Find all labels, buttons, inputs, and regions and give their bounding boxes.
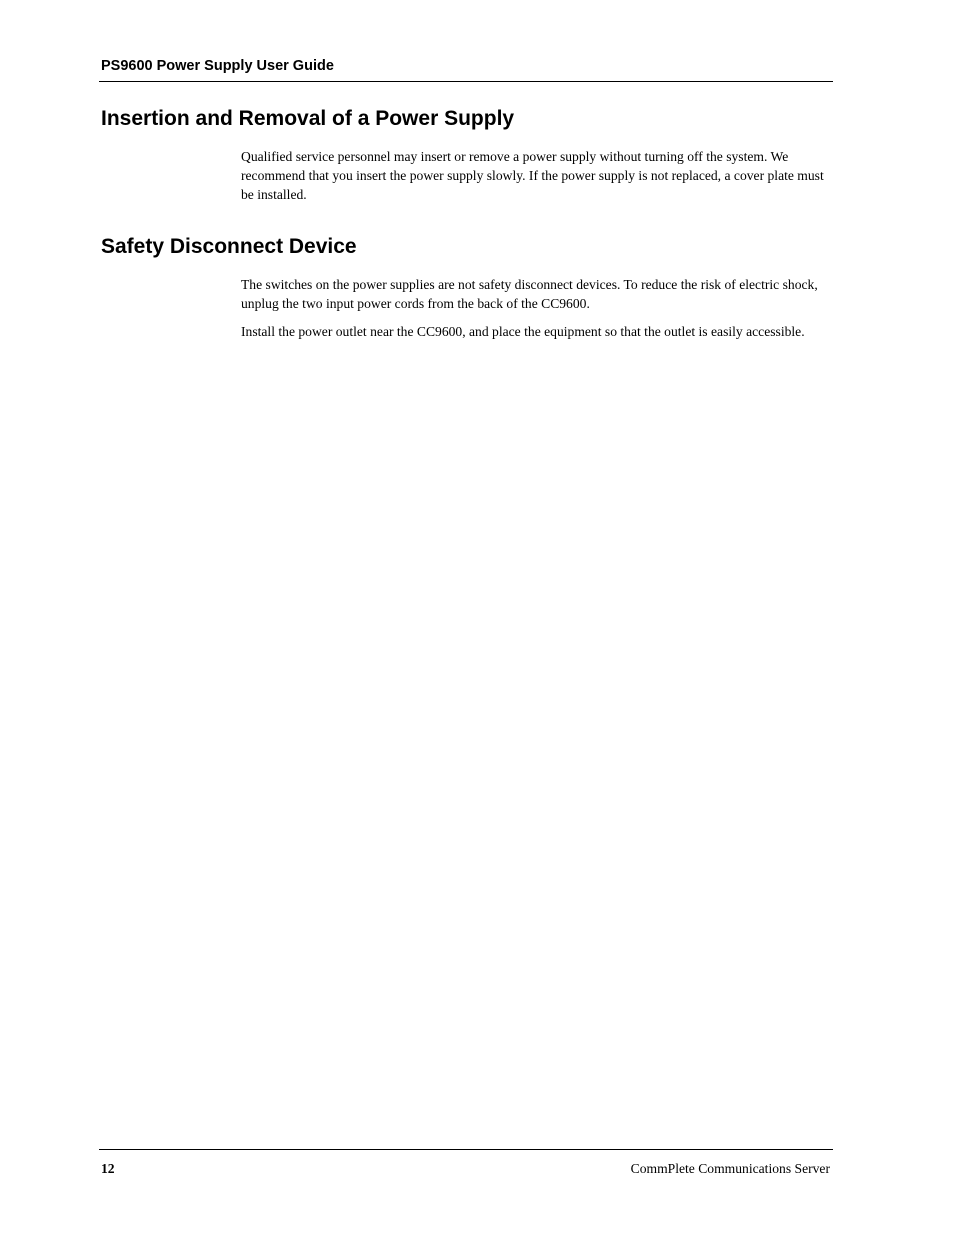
running-header-title: PS9600 Power Supply User Guide bbox=[101, 58, 334, 74]
section-body-insertion-removal bbox=[241, 147, 833, 213]
paragraph: Qualified service personnel may insert or remove a power supply without turning off the system. We recommend that you insert the power supply slowly. If the power supply is not replaced, a cover plate must be installed. bbox=[241, 149, 824, 202]
footer-divider bbox=[99, 1149, 833, 1150]
section-body-safety-disconnect bbox=[241, 275, 833, 350]
section-heading-insertion-removal: Insertion and Removal of a Power Supply bbox=[101, 107, 515, 130]
page-number: 12 bbox=[101, 1161, 115, 1176]
paragraph: Install the power outlet near the CC9600, and place the equipment so that the outlet is easily accessible. bbox=[241, 324, 805, 339]
header-divider bbox=[99, 81, 833, 82]
footer-document-title: CommPlete Communications Server bbox=[630, 1161, 830, 1176]
section-heading-safety-disconnect: Safety Disconnect Device bbox=[101, 235, 357, 258]
paragraph: The switches on the power supplies are not safety disconnect devices. To reduce the risk of electric shock, unplug the two input power cords from the back of the CC9600. bbox=[241, 277, 818, 311]
